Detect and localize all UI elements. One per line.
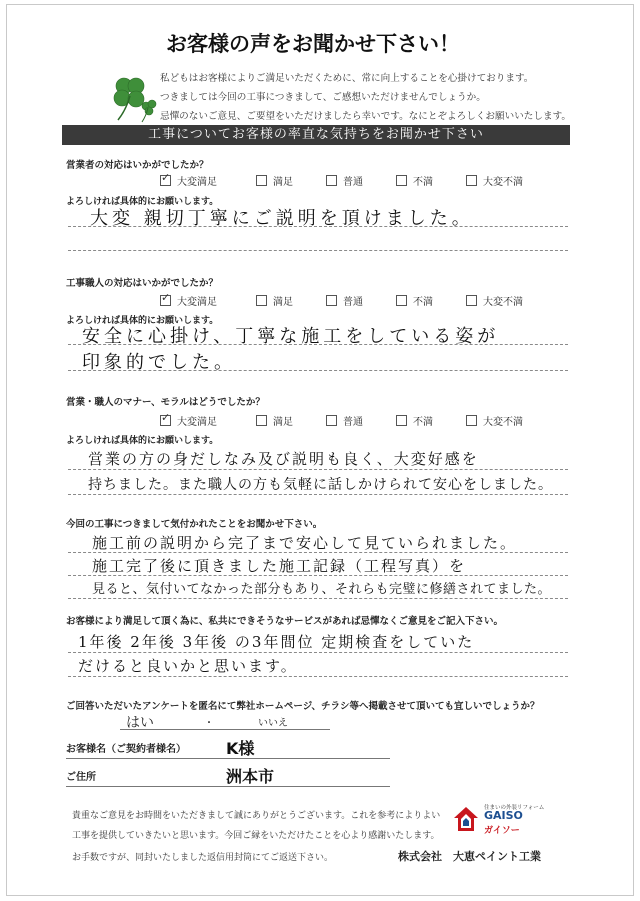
- company-name: 株式会社 大恵ペイント工業: [398, 850, 541, 863]
- q4-label: 今回の工事につきまして気付かれたことをお聞かせ下さい。: [66, 519, 323, 530]
- divider: [68, 676, 568, 677]
- checkbox-icon[interactable]: [326, 295, 337, 306]
- checkbox-checked-icon[interactable]: [160, 295, 171, 306]
- checkbox-icon[interactable]: [326, 415, 337, 426]
- q4-answer-line-1: 施工前の説明から完了まで安心して見ていられました。: [92, 534, 518, 552]
- divider: [68, 250, 568, 251]
- q2-option-very-dissatisfied[interactable]: 大変不満: [466, 293, 523, 308]
- q1-request-label: よろしければ具体的にお願いします。: [66, 197, 219, 207]
- q1-option-very-dissatisfied[interactable]: 大変不満: [466, 173, 523, 188]
- logo-brand: GAISO: [484, 809, 523, 822]
- q2-option-satisfied[interactable]: 満足: [256, 293, 293, 308]
- divider: [68, 370, 568, 371]
- customer-name-label: お客様名（ご契約者様名）: [66, 744, 186, 755]
- q1-label: 営業者の対応はいかがでしたか？: [66, 160, 209, 171]
- checkbox-icon[interactable]: [396, 415, 407, 426]
- checkbox-icon[interactable]: [256, 415, 267, 426]
- customer-address-label: ご住所: [66, 772, 96, 783]
- checkbox-checked-icon[interactable]: [160, 415, 171, 426]
- page-title: お客様の声をお聞かせ下さい！: [166, 32, 460, 56]
- divider: [68, 598, 568, 599]
- checkbox-checked-icon[interactable]: [160, 175, 171, 186]
- intro-line-3: 忌憚のないご意見、ご要望をいただけましたら幸いです。なにとぞよろしくお願いいたします。: [160, 111, 571, 122]
- logo-tagline: 住まいの外装リフォーム: [484, 805, 545, 811]
- checkbox-icon[interactable]: [466, 175, 477, 186]
- q2-option-very-satisfied[interactable]: ✓大変満足: [160, 293, 217, 308]
- q3-answer-line-1: 営業の方の身だしなみ及び説明も良く、大変好感を: [88, 450, 479, 468]
- q2-option-dissatisfied[interactable]: 不満: [396, 293, 433, 308]
- consent-separator: ・: [204, 718, 214, 729]
- divider: [68, 226, 568, 227]
- q2-request-label: よろしければ具体的にお願いします。: [66, 316, 219, 326]
- q1-option-very-satisfied[interactable]: ✓大変満足: [160, 173, 217, 188]
- q2-answer-line-2: 印象的でした。: [82, 352, 236, 373]
- q5-answer-line-2: だけると良いかと思います。: [78, 657, 298, 675]
- checkbox-icon[interactable]: [396, 175, 407, 186]
- divider: [68, 469, 568, 470]
- divider: [68, 575, 568, 576]
- footer-line-2: 工事を提供していきたいと思います。今回ご縁をいただけたことを心より感謝いたします。: [72, 831, 440, 841]
- underline: [120, 729, 330, 730]
- q1-option-neutral[interactable]: 普通: [326, 173, 363, 188]
- intro-line-1: 私どもはお客様によりご満足いただくために、常に向上することを心掛けております。: [160, 73, 534, 84]
- q3-request-label: よろしければ具体的にお願いします。: [66, 436, 219, 446]
- q1-option-satisfied[interactable]: 満足: [256, 173, 293, 188]
- q2-option-neutral[interactable]: 普通: [326, 293, 363, 308]
- q3-option-very-dissatisfied[interactable]: 大変不満: [466, 413, 523, 428]
- q3-option-dissatisfied[interactable]: 不満: [396, 413, 433, 428]
- q1-option-dissatisfied[interactable]: 不満: [396, 173, 433, 188]
- checkbox-icon[interactable]: [256, 295, 267, 306]
- consent-question: ご回答いただいたアンケートを匿名にて弊社ホームページ、チラシ等へ掲載させて頂いても宜しいでしょうか？: [66, 701, 540, 712]
- footer-line-1: 貴重なご意見をお時間をいただきまして誠にありがとうございます。これを参考によりよい: [72, 811, 441, 821]
- underline: [66, 758, 390, 759]
- q3-option-very-satisfied[interactable]: ✓大変満足: [160, 413, 217, 428]
- q1-answer-line-1: 大変 親切丁寧にご説明を頂けました。: [90, 208, 474, 229]
- divider: [68, 344, 568, 345]
- q2-label: 工事職人の対応はいかがでしたか？: [66, 278, 219, 289]
- checkbox-icon[interactable]: [396, 295, 407, 306]
- consent-yes[interactable]: はい: [126, 715, 154, 731]
- q4-answer-line-3: 見ると、気付いてなかった部分もあり、それらも完璧に修繕されてました。: [92, 582, 552, 597]
- checkbox-icon[interactable]: [326, 175, 337, 186]
- q2-answer-line-1: 安全に心掛け、丁寧な施工をしている姿が: [82, 326, 500, 347]
- q3-label: 営業・職人のマナー、モラルはどうでしたか？: [66, 397, 265, 408]
- company-logo: [452, 803, 552, 835]
- q3-option-neutral[interactable]: 普通: [326, 413, 363, 428]
- footer-line-3: お手数ですが、同封いたしました返信用封筒にてご返送下さい。: [72, 853, 334, 863]
- divider: [68, 494, 568, 495]
- clover-icon: [96, 68, 166, 126]
- consent-no[interactable]: いいえ: [258, 718, 288, 729]
- q3-option-satisfied[interactable]: 満足: [256, 413, 293, 428]
- checkbox-icon[interactable]: [256, 175, 267, 186]
- divider: [68, 652, 568, 653]
- house-logo-icon: [452, 805, 480, 833]
- logo-kana: ガイソー: [484, 826, 520, 836]
- customer-address-value: 洲本市: [226, 767, 275, 786]
- checkbox-icon[interactable]: [466, 295, 477, 306]
- underline: [66, 786, 390, 787]
- divider: [68, 552, 568, 553]
- customer-name-value: K様: [226, 739, 255, 758]
- q3-answer-line-2: 持ちました。また職人の方も気軽に話しかけられて安心をしました。: [88, 477, 553, 493]
- q5-label: お客様により満足して頂く為に、私共にできそうなサービスがあれば忌憚なくご意見をご記入下さい。: [66, 616, 504, 627]
- q5-answer-line-1: 1年後 2年後 3年後 の3年間位 定期検査をしていた: [78, 633, 475, 651]
- intro-line-2: つきましては今回の工事につきまして、ご感想いただけませんでしょうか。: [160, 92, 486, 103]
- q4-answer-line-2: 施工完了後に頂きました施工記録（工程写真）を: [92, 557, 467, 575]
- checkbox-icon[interactable]: [466, 415, 477, 426]
- section-banner: 工事についてお客様の率直な気持ちをお聞かせ下さい: [62, 125, 570, 145]
